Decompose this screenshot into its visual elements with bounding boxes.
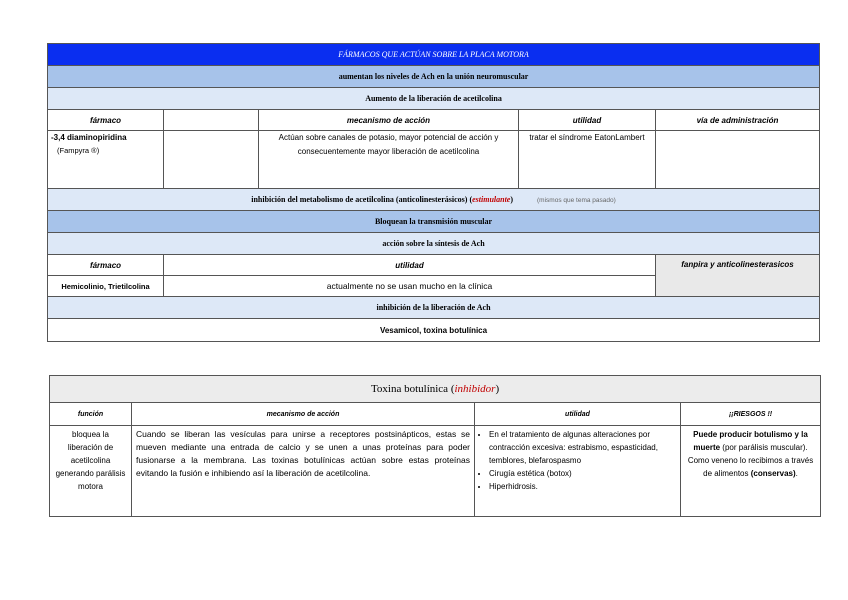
col-header-riesgos: ¡¡RIESGOS !! <box>681 403 821 426</box>
col-header-farmaco: fármaco <box>48 110 164 131</box>
risk-part2: (por parálisis muscular). Como veneno lo recibimos a través de alimentos <box>687 443 814 478</box>
section-heading-bloquean: Bloquean la transmisión muscular <box>48 211 820 233</box>
list-item: • En el tratamiento de algunas alteraciones por contracción excesiva: estrabismo, espasticidad, temblores, blefarospasmo <box>489 428 676 467</box>
grey-note: fanpira y anticolinesterasicos <box>681 260 794 269</box>
inhibitor-label: inhibidor <box>454 383 496 395</box>
drug-via-cell <box>656 131 820 189</box>
inhibition-metabolism-row <box>48 189 820 211</box>
subheading-sintesis: acción sobre la síntesis de Ach <box>48 233 820 255</box>
page-title: FÁRMACOS QUE ACTÚAN SOBRE LA PLACA MOTORA <box>48 44 820 66</box>
col-header-via: vía de administración <box>656 110 820 131</box>
drug-brand: (Fampyra ®) <box>57 146 100 155</box>
col-header-mecanismo: mecanismo de acción <box>259 110 519 131</box>
stimulant-label: estimulante <box>472 195 511 204</box>
release-drugs: Vesamicol, toxina botulínica <box>48 319 820 342</box>
toxin-risk <box>681 426 821 517</box>
drug-utility: tratar el síndrome EatonLambert <box>519 131 656 189</box>
placa-motora-table <box>47 43 820 342</box>
drug-hemicolinio: Hemicolinio, Trietilcolina <box>48 276 164 297</box>
col-header-utilidad: utilidad <box>519 110 656 131</box>
risk-part1: Puede producir botulismo y la muerte <box>693 430 808 452</box>
toxin-mechanism: Cuando se liberan las vesículas para unirse a receptores postsinápticos, estas se mueven mediante una entrada de calcio y se unen a unas proteínas para poder fusionarse a la membrana. Las toxinas botulínicas actúan sobre estas proteínas evitando la fusión e inhibiendo así la liberación de acetilcolina. <box>132 426 475 517</box>
risk-part4: . <box>795 469 798 478</box>
drug-empty-cell <box>164 131 259 189</box>
drug-hemicolinio-utility: actualmente no se usan mucho en la clínica <box>164 276 656 297</box>
toxina-botulinica-table <box>49 375 821 517</box>
drug-mechanism: Actúan sobre canales de potasio, mayor potencial de acción y consecuentemente mayor liberación de acetilcolina <box>259 131 519 189</box>
risk-part3: (conservas) <box>750 469 796 478</box>
inhibition-text: inhibición del metabolismo de acetilcolina (anticolinesterásicos) ( <box>251 195 473 204</box>
grey-note-cell <box>656 255 820 297</box>
drug-name: -3,4 diaminopiridina <box>51 133 127 142</box>
subheading-inhibicion-liberacion: inhibición de la liberación de Ach <box>48 297 820 319</box>
col-header-empty <box>164 110 259 131</box>
subheading-aumento-liberacion: Aumento de la liberación de acetilcolina <box>48 88 820 110</box>
toxin-title <box>50 376 821 403</box>
inhibition-note: (mismos que tema pasado) <box>537 197 616 204</box>
list-item: • Cirugía estética (botox) <box>489 467 676 480</box>
col-header-farmaco-2: fármaco <box>48 255 164 276</box>
toxin-utility-list <box>479 428 676 493</box>
toxin-title-text: Toxina botulínica ( <box>370 383 455 395</box>
list-item: • Hiperhidrosis. <box>489 480 676 493</box>
toxin-utility-cell <box>475 426 681 517</box>
inhibition-close: ) <box>510 195 514 204</box>
drug-cell-diaminopiridina <box>48 131 164 189</box>
toxin-function: bloquea la liberación de acetilcolina generando parálisis motora <box>50 426 132 517</box>
section-heading-aumentan: aumentan los niveles de Ach en la unión neuromuscular <box>48 66 820 88</box>
col-header-utilidad-2: utilidad <box>164 255 656 276</box>
col-header-funcion: función <box>50 403 132 426</box>
col-header-mecanismo-toxina: mecanismo de acción <box>132 403 475 426</box>
col-header-utilidad-toxina: utilidad <box>475 403 681 426</box>
toxin-title-close: ) <box>495 383 500 395</box>
